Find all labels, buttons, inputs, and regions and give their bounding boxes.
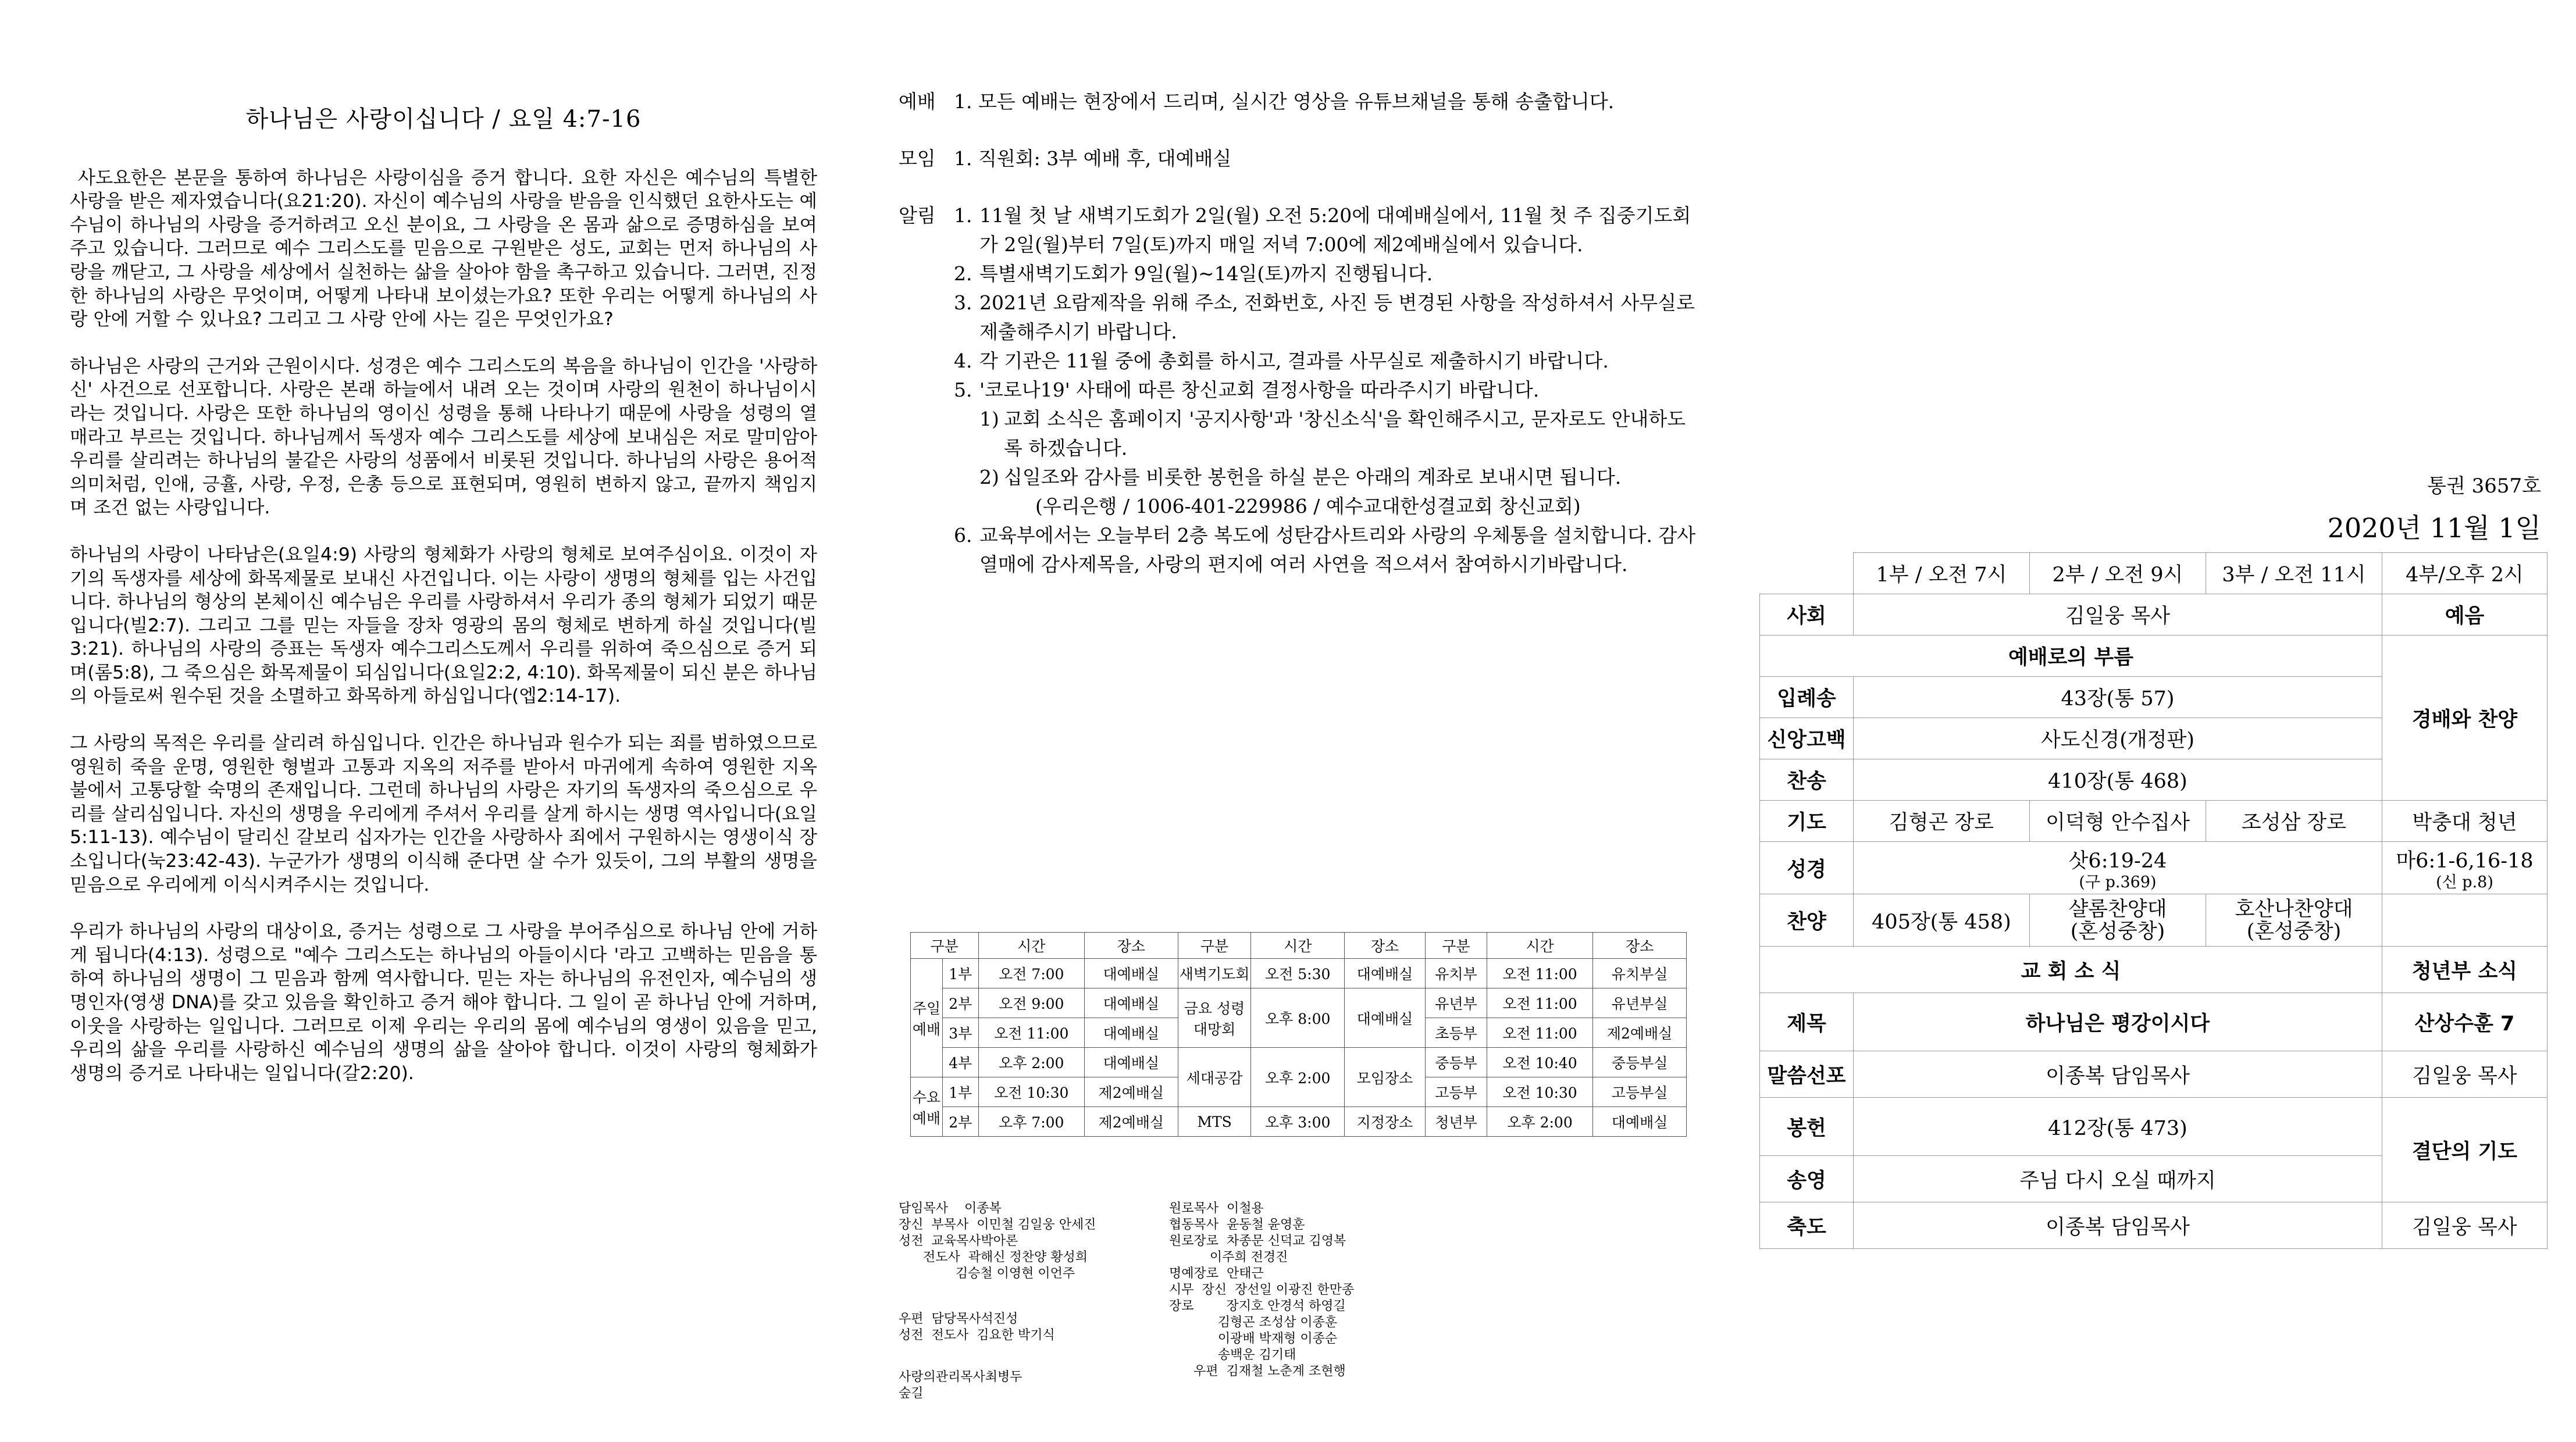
staff-block: 담임목사 이종복 장신 부목사 이민철 김일웅 안세진 성전 교육목사박아론 전도사 곽해신 정찬양 황성희 김승철 이영현 이언주 [899,1201,1096,1281]
cell: 산상수훈 7 [2382,993,2548,1051]
cell: 오전 7:00 [978,959,1084,988]
staff-block: 우편 담당목사석진성 성전 전도사 김요한 박기식 [899,1312,1055,1343]
sermon-paragraph: 하나님은 사랑의 근거와 근원이시다. 성경은 예수 그리스도의 복음을 하나님이 인간을 '사랑하신' 사건으로 선포합니다. 사랑은 본래 하늘에서 내려 오는 것이며 사랑의 원천이 하나님이시라는 것입니다. 사랑은 또한 하나님의 영이신 성령을 통해 나타나기 때문에 사랑을 성령의 열매라고 부르는 것입니다. 하나님께서 독생자 예수 그리스도를 세상에 보내심은 저로 말미암아 우리를 살리려는 하나님의 불같은 사랑의 성품에서 비롯된 것입니다. 하나님의 사랑은 용어적 의미처럼, 인애, 긍휼, 사랑, 우정, 은총 등으로 표현되며, 영원히 변하지 않고, 끝까지 책임지며 조건 없는 사랑입니다. [70,355,824,519]
cell: 1부 [943,959,979,988]
cell: 오전 11:00 [1487,959,1592,988]
row-label: 제목 [1760,993,1854,1051]
cell: 세대공감 [1178,1048,1251,1107]
cell: 샬롬찬양대 (혼성중창) [2030,894,2206,947]
cell: 오후 8:00 [1251,988,1345,1048]
cell: 이종복 담임목사 [1854,1202,2382,1249]
table-row [911,1048,1687,1077]
order-of-service-table [1759,552,2548,1249]
cell: 유치부 [1425,959,1487,988]
row-label: 기도 [1760,801,1854,842]
bulletin-date: 2020년 11월 1일 [2327,512,2541,544]
cell: 오전 11:00 [978,1018,1084,1048]
cell: 대예배실 [1084,988,1178,1018]
cell: 오전 5:30 [1251,959,1345,988]
cell: 오전 11:00 [1487,988,1592,1018]
announce-subitem: 1) 교회 소식은 홈페이지 '공지사항'과 '창신소식'을 확인해주시고, 문자로도 안내하도록 하겠습니다. [979,408,1686,459]
worship-notice [899,87,1701,116]
cell: 박충대 청년 [2382,801,2548,842]
staff-block: 사랑의관리목사최병두 숲길 [899,1370,1022,1401]
row-label: 성경 [1760,842,1854,894]
service-header: 2부 / 오전 9시 [2030,553,2206,594]
cell: 모임장소 [1345,1048,1426,1107]
cell: 대예배실 [1345,959,1426,988]
cell: 대예배실 [1593,1107,1687,1137]
cell: 4부 [943,1048,979,1077]
cell: 2부 [943,1107,979,1137]
row-label: 축도 [1760,1202,1854,1249]
cell: 대예배실 [1084,1018,1178,1048]
sermon-column [70,106,824,1108]
table-row [911,959,1687,988]
cell: 김형곤 장로 [1854,801,2030,842]
cell: 오후 2:00 [1251,1048,1345,1107]
cell: 마6:1-6,16-18 (신 p.8) [2382,842,2548,894]
announce-item: 4. 각 기관은 11월 중에 총회를 하시고, 결과를 사무실로 제출하시기 바랍니다. [954,349,1609,372]
group-sunday: 주일 예배 [911,959,943,1077]
cell: 중등부실 [1593,1048,1687,1077]
cell: 오전 10:40 [1487,1048,1592,1077]
row-label: 입례송 [1760,677,1854,718]
sermon-title: 하나님은 사랑이십니다 / 요일 4:7-16 [245,106,642,133]
group-wed: 수요 예배 [911,1077,943,1137]
cell: 예음 [2382,594,2548,636]
cell: 유년부실 [1593,988,1687,1018]
service-header: 3부 / 오전 11시 [2206,553,2382,594]
cell: 43장(통 57) [1854,677,2382,718]
meeting-notice [899,144,1701,173]
cell: 삿6:19-24 (구 p.369) [1854,842,2382,894]
cell: 오후 3:00 [1251,1107,1345,1137]
announce-item: 2. 특별새벽기도회가 9일(월)~14일(토)까지 진행됩니다. [954,262,1433,285]
worship-schedule-table [910,932,1687,1137]
sermon-paragraph: 그 사랑의 목적은 우리를 살리려 하심입니다. 인간은 하나님과 원수가 되는 죄를 범하였으므로 영원히 죽을 운명, 영원한 형벌과 고통과 지옥의 저주를 받아서 마귀에게 속하여 영원한 지옥 불에서 고통당할 숙명의 존재입니다. 그런데 하나님의 사랑은 자기의 독생자의 죽으심으로 우리를 살리심입니다. 자신의 생명을 우리에게 주셔서 우리를 살게 하시는 생명 역사입니다(요일5:11-13). 예수님이 달리신 갈보리 십자가는 인간을 사랑하사 죄에서 구원하시는 영생이식 장소입니다(눅23:42-43). 누군가가 생명의 이식해 준다면 살 수가 있듯이, 그의 부활의 생명을 믿음으로 우리에게 이식시켜주시는 것입니다. [70,733,824,895]
schedule-header: 장소 [1345,933,1426,959]
schedule-header: 시간 [978,933,1084,959]
cell: 청년부 소식 [2382,947,2548,993]
service-header: 4부/오후 2시 [2382,553,2548,594]
bank-account: (우리은행 / 1006-401-229986 / 예수교대한성결교회 창신교회) [1035,495,1581,517]
schedule-header: 시간 [1251,933,1345,959]
cell: 김일웅 목사 [1854,594,2382,636]
schedule-header: 시간 [1487,933,1592,959]
issue-number: 통권 3657호 [2427,474,2541,498]
cell: 대예배실 [1084,1048,1178,1077]
cell: 412장(통 473) [1854,1098,2382,1156]
cell: 고등부실 [1593,1077,1687,1107]
announce-item: 3. 2021년 요람제작을 위해 주소, 전화번호, 사진 등 변경된 사항을 작성하셔서 사무실로 제출해주시기 바랍니다. [954,291,1695,343]
cell: 3부 [943,1018,979,1048]
cell: 오후 2:00 [978,1048,1084,1077]
cell: 오전 10:30 [978,1077,1084,1107]
sermon-paragraph: 하나님의 사랑이 나타남은(요일4:9) 사랑의 형체화가 사랑의 형체로 보여주심이요. 이것이 자기의 독생자를 세상에 화목제물로 보내신 사건입니다. 이는 사랑이 생명의 형체를 입는 사건입니다. 하나님의 형상의 본체이신 예수님은 우리를 사랑하셔서 우리가 종의 형체가 되었기 때문입니다(빌2:7). 그리고 그를 믿는 자들을 장차 영광의 몸의 형체로 변하게 하실 것입니다(빌3:21). 하나님의 사랑의 증표는 독생자 예수그리스도께서 우리를 위하여 죽으심으로 증거 되며(롬5:8), 그 죽으심은 화목제물이 되심입니다(요일2:2, 4:10). 화목제물이 되신 분은 하나님의 아들로써 원수된 것을 소멸하고 화목하게 하심입니다(엡2:14-17). [70,544,817,707]
row-label: 신앙고백 [1760,718,1854,759]
cell: 주님 다시 오실 때까지 [1854,1156,2382,1202]
cell: 초등부 [1425,1018,1487,1048]
cell: 김일웅 목사 [2382,1051,2548,1098]
worship-item: 1. 모든 예배는 현장에서 드리며, 실시간 영상을 유튜브채널을 통해 송출합니다. [954,90,1615,113]
cell: 제2예배실 [1593,1018,1687,1048]
meeting-label: 모임 [899,147,936,170]
announcements [899,201,1701,579]
service-header: 1부 / 오전 7시 [1854,553,2030,594]
cell: 청년부 [1425,1107,1487,1137]
announce-subitem: 2) 십일조와 감사를 비롯한 봉헌을 하실 분은 아래의 계좌로 보내시면 됩니다. [979,466,1622,488]
cell: 대예배실 [1084,959,1178,988]
cell: 유치부실 [1593,959,1687,988]
cell: 경배와 찬양 [2382,636,2548,801]
schedule-header: 장소 [1084,933,1178,959]
cell: 1부 [943,1077,979,1107]
cell: 이덕형 안수집사 [2030,801,2206,842]
announce-item: 5. '코로나19' 사태에 따른 창신교회 결정사항을 따라주시기 바랍니다. [954,379,1540,401]
row-label: 찬양 [1760,894,1854,947]
sermon-paragraph: 우리가 하나님의 사랑의 대상이요, 증거는 성령으로 그 사랑을 부어주심으로 하나님 안에 거하게 됩니다(4:13). 성령으로 "예수 그리스도는 하나님의 아들이시다 '라고 고백하는 믿음을 통하여 하나님의 생명이 그 믿음과 함께 역사합니다. 믿는 자는 하나님의 유전인자, 예수님의 생명인자(영생 DNA)를 갖고 있음을 확인하고 증거 해야 합니다. 그 일이 곧 하나님 안에 거하며, 이웃을 사랑하는 일입니다. 그러므로 이제 우리는 우리의 몸에 예수님의 영생이 있음을 믿고, 우리의 삶을 우리를 사랑하신 예수님의 생명의 삶을 살아야 합니다. 이것이 사랑의 형체화가 생명의 증거로 나타내는 일입니다(갈2:20). [70,921,824,1084]
cell: 제2예배실 [1084,1107,1178,1137]
cell: 유년부 [1425,988,1487,1018]
schedule-header: 장소 [1593,933,1687,959]
cell: 새벽기도회 [1178,959,1251,988]
cell: 오후 7:00 [978,1107,1084,1137]
announce-item: 1. 11월 첫 날 새벽기도회가 2일(월) 오전 5:20에 대예배실에서, 11월 첫 주 집중기도회가 2일(월)부터 7일(토)까지 매일 저녁 7:00에 제2예배실에서 있습니다. [954,204,1691,256]
cell: 오전 9:00 [978,988,1084,1018]
cell: 교 회 소 식 [1760,947,2382,993]
schedule-header: 구분 [1425,933,1487,959]
cell: 오후 2:00 [1487,1107,1592,1137]
cell: 예배로의 부름 [1760,636,2382,677]
announce-label: 알림 [899,204,936,227]
row-label: 찬송 [1760,759,1854,801]
table-row [911,1107,1687,1137]
cell: 하나님은 평강이시다 [1854,993,2382,1051]
meeting-item: 1. 직원회: 3부 예배 후, 대예배실 [954,147,1232,170]
cell: 오전 11:00 [1487,1018,1592,1048]
cell: 사도신경(개정판) [1854,718,2382,759]
staff-block: 원로목사 이철용 협동목사 윤동철 윤영훈 원로장로 차종문 신덕교 김영복 이주희 전경진 명예장로 안태근 시무 장신 장선일 이광진 한만종 장로 장지호 안경석 하영길 김형곤 조성삼 이종훈 이광배 박재형 이종순 송백운 김기태 우편 김재철 노춘계 조현행 [1169,1201,1355,1379]
row-label: 말씀선포 [1760,1051,1854,1098]
cell: 금요 성령대망회 [1178,988,1251,1048]
schedule-header: 구분 [1178,933,1251,959]
sermon-paragraph: 사도요한은 본문을 통하여 하나님은 사랑이심을 증거 합니다. 요한 자신은 예수님의 특별한 사랑을 받은 제자였습니다(요21:20). 자신이 예수님의 사랑을 받음을 인식했던 요한사도는 예수님이 하나님의 사랑을 증거하려고 오신 분이요, 그 사랑을 온 몸과 삶으로 증명하심을 보여주고 있습니다. 그러므로 예수 그리스도를 믿음으로 구원받은 성도, 교회는 먼저 하나님의 사랑을 깨닫고, 그 사랑을 세상에서 실천하는 삶을 살아야 함을 촉구하고 있습니다. 그러면, 진정한 하나님의 사랑은 무엇이며, 어떻게 나타내 보이셨는가요? 또한 우리는 어떻게 하나님의 사랑 안에 거할 수 있나요? 그리고 그 사랑 안에 사는 길은 무엇인가요? [70,167,824,330]
schedule-header: 구분 [911,933,979,959]
table-row [911,988,1687,1018]
cell: 이종복 담임목사 [1854,1051,2382,1098]
notices-column [899,87,1701,607]
row-label: 송영 [1760,1156,1854,1202]
cell: 제2예배실 [1084,1077,1178,1107]
cell: 조성삼 장로 [2206,801,2382,842]
cell: 김일웅 목사 [2382,1202,2548,1249]
row-label: 사회 [1760,594,1854,636]
cell: 결단의 기도 [2382,1098,2548,1202]
cell: 2부 [943,988,979,1018]
cell: MTS [1178,1107,1251,1137]
row-label: 봉헌 [1760,1098,1854,1156]
cell: 중등부 [1425,1048,1487,1077]
cell: 410장(통 468) [1854,759,2382,801]
cell: 지정장소 [1345,1107,1426,1137]
cell: 호산나찬양대 (혼성중창) [2206,894,2382,947]
worship-label: 예배 [899,90,936,113]
cell: 고등부 [1425,1077,1487,1107]
cell: 대예배실 [1345,988,1426,1048]
cell: 오전 10:30 [1487,1077,1592,1107]
cell: 405장(통 458) [1854,894,2030,947]
announce-item: 6. 교육부에서는 오늘부터 2층 복도에 성탄감사트리와 사랑의 우체통을 설치합니다. 감사 열매에 감사제목을, 사랑의 편지에 여러 사연을 적으셔서 참여하시기바랍니다. [954,524,1696,576]
